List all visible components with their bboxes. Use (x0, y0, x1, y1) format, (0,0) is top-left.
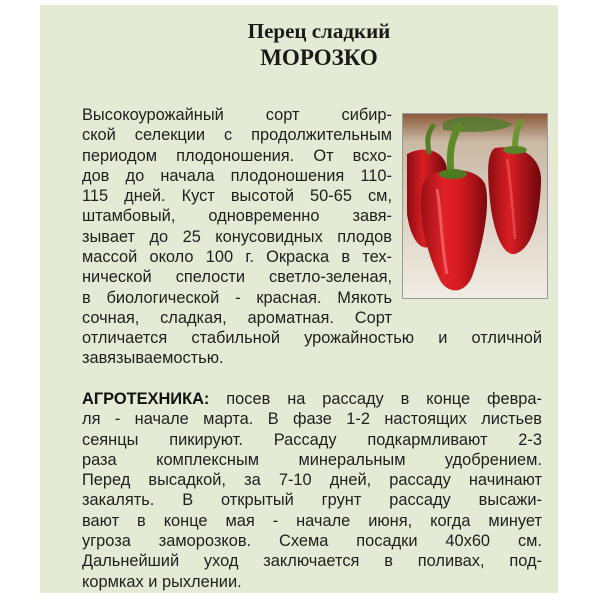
agrotech-line: Перед высадкой, за 7-10 дней, рассаду начинают (82, 471, 542, 490)
description-line: массой около 100 г. Окраска в тех- (82, 248, 392, 267)
agrotech-section (82, 389, 542, 592)
description-line: штамбовый, одновременно завя- (82, 207, 392, 226)
description-line: зывает до 25 конусовидных плодов (82, 227, 392, 246)
agrotech-heading: АГРОТЕХНИКА: (82, 390, 210, 408)
calyx (439, 169, 467, 179)
description-line: ской селекции с продолжительным (82, 126, 392, 145)
description-line: завязываемостью. (82, 349, 224, 368)
pepper-photo (402, 113, 548, 299)
calyx (503, 146, 527, 154)
description-line: отличается стабильной урожайностью и отличной (82, 329, 542, 347)
description-line: Высокоурожайный сорт сибир- (82, 106, 392, 124)
description-line: нической спелости светло-зеленая, (82, 268, 392, 287)
agrotech-line: вают в конце мая - начале июня, когда минует (82, 511, 542, 530)
agrotech-line: сеянцы пикируют. Рассаду подкармливают 2-3 (82, 430, 542, 449)
agrotech-line: угроза заморозков. Схема посадки 40х60 см. (82, 532, 542, 551)
variety-type-title: Перец сладкий (247, 19, 391, 43)
agrotech-line: Дальнейший уход заключается в поливах, под- (82, 552, 542, 571)
description-text-continued (82, 328, 542, 369)
description-line: периодом плодоношения. От всхо- (82, 146, 392, 165)
agrotech-first-line-text: посев на рассаду в конце февра- (209, 390, 542, 408)
agrotech-first-line (82, 389, 542, 409)
description-line: дов до начала плодоношения 110- (82, 166, 392, 185)
agrotech-line: раза комплексным минеральным удобрением. (82, 450, 542, 469)
agrotech-line: закалять. В открытый грунт рассаду высажи- (82, 491, 542, 510)
agrotech-line: ля - начале марта. В фазе 1-2 настоящих листьев (82, 410, 542, 429)
description-line: сочная, сладкая, ароматная. Сорт (82, 308, 392, 327)
seed-packet-back (40, 5, 558, 593)
description-line: 115 дней. Куст высотой 50-65 см, (82, 187, 392, 206)
pepper-illustration (403, 114, 548, 299)
description-line: в биологической - красная. Мякоть (82, 288, 392, 307)
variety-name-title: МОРОЗКО (260, 45, 378, 70)
agrotech-line: кормках и рыхлении. (82, 572, 242, 591)
title-block (40, 19, 558, 71)
description-text (82, 105, 392, 328)
